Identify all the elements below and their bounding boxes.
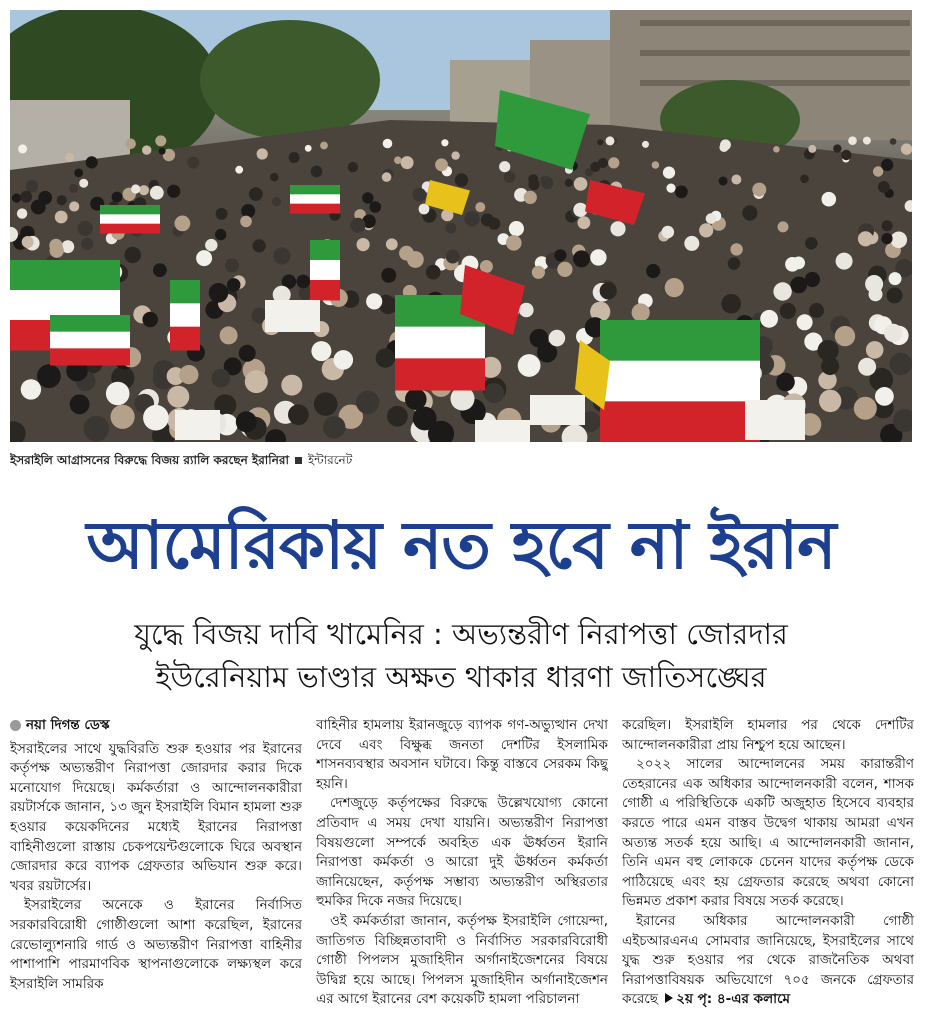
paragraph-text: ইরানের অধিকার আন্দোলনকারী গোষ্ঠী এইচআরএনএ সোমবার জানিয়েছে, ইসরাইলের সাথে যুদ্ধ শুরু হওয়ার পর থেকে রাজনৈতিক অথবা নিরাপত্তাবিষয়ক অভিযোগে ৭০৫ জনকে গ্রেফতার করেছে xyxy=(622,912,914,1008)
headline: আমেরিকায় নত হবে না ইরান xyxy=(86,507,836,584)
iran-flag xyxy=(310,240,340,301)
placard xyxy=(175,410,220,440)
placard xyxy=(530,395,585,425)
iran-flag xyxy=(170,280,200,351)
paragraph: ওই কর্মকর্তারা জানান, কর্তৃপক্ষ ইসরাইলি গোয়েন্দা, জাতিগত বিচ্ছিন্নতাবাদী ও নির্বাসিত সরকারবিরোধী গোষ্ঠী পিপলস মুজাহিদীন অর্গানাইজেশনের বিষয়ে উদ্বিগ্ন হয়ে আছে। পিপলস মুজাহিদীন অর্গানাইজেশন এর আগে ইরানের বেশ কয়েকটি হামলা পরিচালনা xyxy=(316,912,608,1008)
paragraph: ইসরাইলের অনেকে ও ইরানের নির্বাসিত সরকারবিরোধী গোষ্ঠীগুলো আশা করেছিল, ইরানের রেভোল্যুশনারি গার্ড ও অভ্যন্তরীণ নিরাপত্তা বাহিনীর পাশাপাশি পারমাণবিক স্থাপনাগুলোকে লক্ষ্যস্থল করে ইসরাইলি সামরিক xyxy=(10,897,302,992)
article-column-2 xyxy=(316,716,608,1024)
paragraph: ২০২২ সালের আন্দোলনের সময় কারান্তরীণ তেহরানের এক অধিকার আন্দোলনকারী বলেন, শাসক গোষ্ঠী এ পরিস্থিতিকে একটি অজুহাত হিসেবে ব্যবহার করতে পারে এমন বাস্তব উদ্বেগ থাকায় আমরা এখন অত্যন্ত সতর্ক হয়ে আছি। এ আন্দোলনকারী জানান, তিনি এমন বহু লোককে চেনেন যাদের কর্তৃপক্ষ ডেকে পাঠিয়েছে এবং হয় গ্রেফতার করেছে অথবা কোনো ভিন্নমত প্রকাশ করার বিষয়ে সতর্ক করেছে। xyxy=(622,756,914,910)
play-arrow-icon xyxy=(665,993,673,1003)
paragraph: দেশজুড়ে কর্তৃপক্ষের বিরুদ্ধে উল্লেখযোগ্য কোনো প্রতিবাদ এ সময় দেখা যায়নি। অভ্যন্তরীণ নিরাপত্তা বিষয়গুলো সম্পর্কে অবহিত এক ঊর্ধ্বতন ইরানি নিরাপত্তা কর্মকর্তা ও আরো দুই ঊর্ধ্বতন কর্মকর্তা জানিয়েছেন, কর্তৃপক্ষ সম্ভাব্য অভ্যন্তরীণ অস্থিরতার হুমকির দিকে নজর দিয়েছে। xyxy=(316,795,608,910)
photo-caption xyxy=(10,452,912,472)
placard xyxy=(265,300,320,332)
continued-link[interactable] xyxy=(662,991,790,1007)
paragraph xyxy=(622,912,914,1010)
article-column-1 xyxy=(10,716,302,1024)
desk-label: নয়া দিগন্ত ডেস্ক xyxy=(26,717,110,733)
subheadline-2: ইউরেনিয়াম ভাণ্ডার অক্ষত থাকার ধারণা জাতিসঙ্ঘের xyxy=(155,660,767,694)
iran-flag xyxy=(50,315,130,366)
paragraph: বাহিনীর হামলায় ইরানজুড়ে ব্যাপক গণ-অভ্যুত্থান দেখা দেবে এবং বিক্ষুব্ধ জনতা দেশটির ইসলামিক শাসনব্যবস্থার অবসান ঘটাবে। কিন্তু বাস্তবে সেরকম কিছু হয়নি। xyxy=(316,717,608,792)
paragraph: করেছিল। ইসরাইলি হামলার পর থেকে দেশটির আন্দোলনকারীরা প্রায় নিশ্চুপ হয়ে আছেন। xyxy=(622,717,914,753)
rally-crowd-photo xyxy=(10,10,912,442)
rally-photo xyxy=(10,10,912,442)
placard xyxy=(745,400,805,440)
article-body xyxy=(10,716,916,1024)
placard xyxy=(475,420,530,442)
byline xyxy=(10,716,302,736)
bullet-dot-icon xyxy=(10,720,21,731)
subheadline-1: যুদ্ধে বিজয় দাবি খামেনির : অভ্যন্তরীণ নিরাপত্তা জোরদার xyxy=(134,617,788,651)
caption-text: ইসরাইলি আগ্রাসনের বিরুদ্ধে বিজয় র‌্যালি করছেন ইরানিরা xyxy=(10,453,289,467)
photo-credit: ইন্টারনেট xyxy=(307,453,353,467)
iran-flag xyxy=(100,205,160,234)
continued-label: ২য় পৃ: ৪-এর কলামে xyxy=(676,991,790,1008)
article-column-3 xyxy=(622,716,914,1024)
square-bullet-icon xyxy=(295,457,302,464)
iran-flag xyxy=(600,320,760,442)
paragraph: ইসরাইলের সাথে যুদ্ধবিরতি শুরু হওয়ার পর ইরানের কর্তৃপক্ষ অভ্যন্তরীণ নিরাপত্তা জোরদার করার দিকে মনোযোগ দিয়েছে। কর্মকর্তারা ও আন্দোলনকারীরা রয়টার্সকে জানান, ১৩ জুন ইসরাইলি বিমান হামলা শুরু হওয়ার কয়েকদিনের মধ্যেই ইরানের নিরাপত্তা বাহিনীগুলো রাস্তায় চেকপয়েন্টগুলোকে ঘিরে অবস্থান জোরদার করে ব্যাপক গ্রেফতার অভিযান শুরু করে। খবর রয়টার্সের। xyxy=(10,740,302,894)
iran-flag xyxy=(290,185,340,214)
